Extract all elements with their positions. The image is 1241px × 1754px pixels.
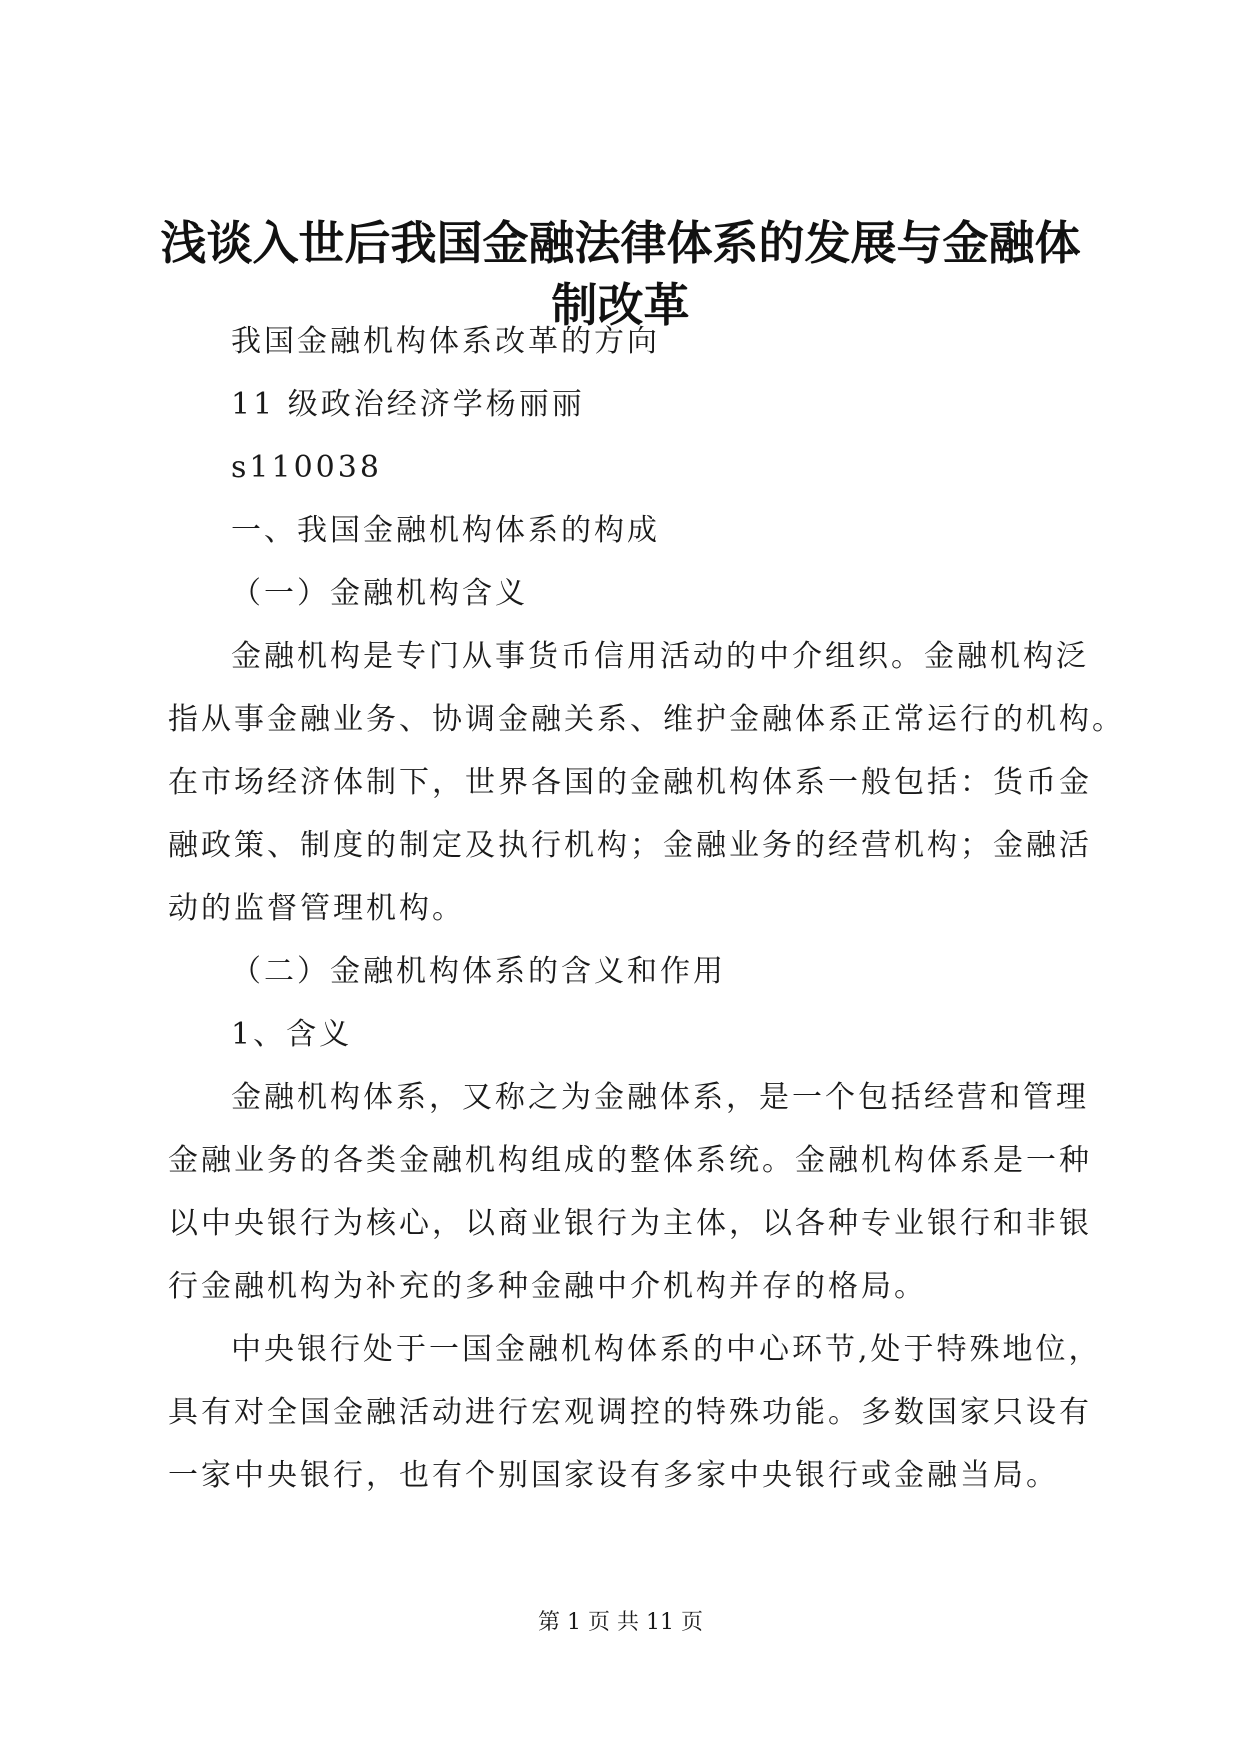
paragraph-line: 金融机构是专门从事货币信用活动的中介组织。金融机构泛 [231, 639, 1089, 674]
paragraph-line: 以中央银行为核心，以商业银行为主体，以各种专业银行和非银 [168, 1206, 1092, 1241]
page-indicator: 第 1 页 共 11 页 [538, 1610, 703, 1635]
student-id: s110038 [231, 450, 382, 485]
paragraph-line: 具有对全国金融活动进行宏观调控的特殊功能。多数国家只设有 [168, 1395, 1092, 1430]
subtitle: 我国金融机构体系改革的方向 [231, 324, 660, 359]
item-heading: 1、含义 [231, 1017, 353, 1052]
author-line: 11 级政治经济学杨丽丽 [231, 387, 585, 422]
title-line-2: 制改革 [551, 278, 690, 332]
subsection-heading: （一）金融机构含义 [231, 576, 528, 611]
page-footer [0, 1608, 1241, 1638]
paragraph-line: 融政策、制度的制定及执行机构；金融业务的经营机构；金融活 [168, 828, 1092, 863]
subsection-heading: （二）金融机构体系的含义和作用 [231, 954, 726, 989]
paragraph-line: 金融机构体系，又称之为金融体系，是一个包括经营和管理 [231, 1080, 1089, 1115]
paragraph-line: 中央银行处于一国金融机构体系的中心环节,处于特殊地位， [231, 1332, 1102, 1367]
paragraph-line: 动的监督管理机构。 [168, 891, 465, 926]
paragraph-line: 金融业务的各类金融机构组成的整体系统。金融机构体系是一种 [168, 1143, 1092, 1178]
paragraph-line: 在市场经济体制下，世界各国的金融机构体系一般包括：货币金 [168, 765, 1092, 800]
paragraph-line: 行金融机构为补充的多种金融中介机构并存的格局。 [168, 1269, 927, 1304]
section-heading: 一、我国金融机构体系的构成 [231, 513, 660, 548]
title-line-1: 浅谈入世后我国金融法律体系的发展与金融体 [160, 216, 1081, 270]
paragraph-line: 指从事金融业务、协调金融关系、维护金融体系正常运行的机构。 [168, 702, 1125, 737]
paragraph-line: 一家中央银行，也有个别国家设有多家中央银行或金融当局。 [168, 1458, 1059, 1493]
document-body [168, 310, 1125, 1507]
